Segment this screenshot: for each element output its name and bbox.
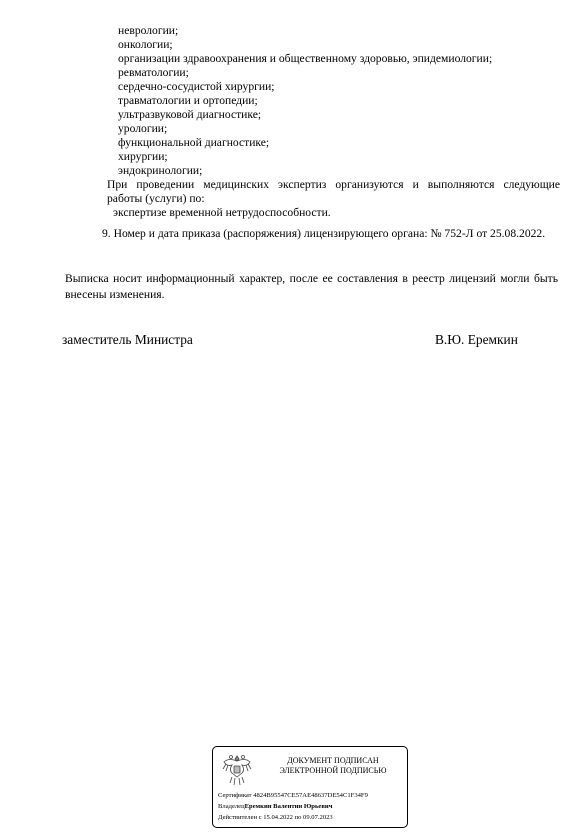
coat-of-arms-icon (221, 753, 253, 789)
notice-line2: внесены изменения. (65, 288, 165, 301)
notice-line1: Выписка носит информационный характер, после ее составления в реестр лицензий могли быть (65, 272, 558, 285)
list-item: эндокринологии; (118, 164, 203, 177)
list-item: организации здравоохранения и общественному здоровью, эпидемиологии; (118, 52, 493, 65)
signer-name: В.Ю. Еремкин (435, 332, 518, 347)
list-item: функциональной диагностике; (118, 136, 270, 149)
stamp-owner (218, 802, 332, 811)
list-item: неврологии; (118, 24, 179, 37)
list-item: травматологии и ортопедии; (118, 94, 258, 107)
stamp-certificate: Сертификат 4824B95547CE57AE48637DE54C1F34F9 (218, 792, 368, 799)
list-item: хирургии; (118, 150, 168, 163)
signer-position: заместитель Министра (62, 332, 193, 347)
list-item: сердечно-сосудистой хирургии; (118, 80, 275, 93)
expertise-intro-line2: работы (услуги) по: (107, 192, 205, 205)
expertise-item: экспертизе временной нетрудоспособности. (113, 206, 331, 219)
list-item: ревматологии; (118, 66, 189, 79)
specialties-list (118, 24, 492, 178)
stamp-title-line2: ЭЛЕКТРОННОЙ ПОДПИСЬЮ (279, 766, 387, 775)
stamp-validity: Действителен с 15.04.2022 по 09.07.2023 (218, 814, 333, 821)
expertise-intro-line1: При проведении медицинских экспертиз организуются и выполняются следующие (107, 178, 560, 191)
stamp-owner-label: Владелец (218, 803, 245, 810)
list-item: онкологии; (118, 38, 173, 51)
stamp-title (261, 756, 405, 776)
list-item: урологии; (118, 122, 168, 135)
order-item: 9. Номер и дата приказа (распоряжения) лицензирующего органа: № 752-Л от 25.08.2022. (102, 227, 546, 240)
stamp-owner-name: Еремкин Валентин Юрьевич (244, 803, 333, 810)
list-item: ультразвуковой диагностике; (118, 108, 262, 121)
stamp-title-line1: ДОКУМЕНТ ПОДПИСАН (287, 756, 379, 765)
electronic-signature-stamp (212, 746, 408, 828)
